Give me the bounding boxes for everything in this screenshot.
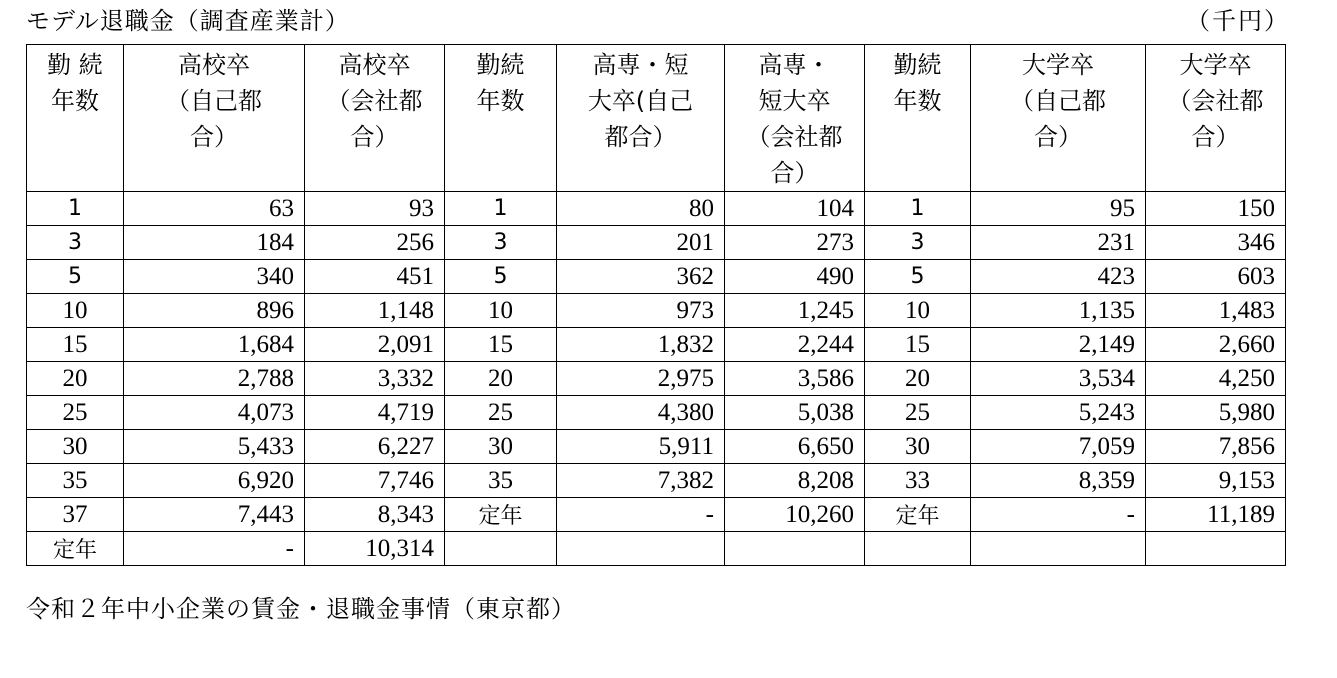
amount-cell: 5,038 [725,396,865,430]
years-cell: 15 [27,328,124,362]
table-body [27,192,1286,566]
amount-cell [725,532,865,566]
high-school-voluntary-header [124,45,305,192]
amount-cell: 150 [1146,192,1286,226]
amount-cell: 5,911 [557,430,725,464]
amount-cell: 10,314 [305,532,445,566]
amount-cell [1146,532,1286,566]
years-cell: 20 [865,362,971,396]
amount-cell: 104 [725,192,865,226]
amount-cell: 3,586 [725,362,865,396]
amount-cell: 95 [971,192,1146,226]
table-row [27,464,1286,498]
header-line: （自己都 [166,87,262,115]
amount-cell: 6,650 [725,430,865,464]
amount-cell: 5,243 [971,396,1146,430]
header-line: 年数 [51,87,99,115]
university-company-header [1146,45,1286,192]
header-line: 合） [770,159,819,187]
amount-cell: 231 [971,226,1146,260]
years-cell: 10 [865,294,971,328]
table-title: モデル退職金（調査産業計） [26,7,350,35]
amount-cell: 4,250 [1146,362,1286,396]
years-header-2 [445,45,557,192]
years-cell: 3 [865,226,971,260]
amount-cell: 256 [305,226,445,260]
amount-cell: 1,684 [124,328,305,362]
header-line: 高校卒 [178,51,250,79]
amount-cell: 4,380 [557,396,725,430]
amount-cell: 5,980 [1146,396,1286,430]
header-line: 合） [350,123,399,151]
table-row [27,328,1286,362]
college-voluntary-header [557,45,725,192]
amount-cell: 7,382 [557,464,725,498]
years-cell: 25 [445,396,557,430]
amount-cell: 1,832 [557,328,725,362]
header-line: 大学卒 [1022,51,1094,79]
amount-cell: 7,746 [305,464,445,498]
years-cell [445,532,557,566]
amount-cell: 1,245 [725,294,865,328]
amount-cell: 896 [124,294,305,328]
amount-cell: 80 [557,192,725,226]
amount-cell: 93 [305,192,445,226]
amount-cell: 63 [124,192,305,226]
header-line: 年数 [476,87,525,115]
table-row [27,362,1286,396]
amount-cell: 11,189 [1146,498,1286,532]
years-cell: 5 [445,260,557,294]
unit-label: （千円） [1186,7,1290,35]
amount-cell: 9,153 [1146,464,1286,498]
amount-cell: 3,332 [305,362,445,396]
header-line: 合） [190,123,238,151]
table-row [27,396,1286,430]
amount-cell: 1,135 [971,294,1146,328]
table-row [27,226,1286,260]
amount-cell: 2,091 [305,328,445,362]
amount-cell: 603 [1146,260,1286,294]
amount-cell: 273 [725,226,865,260]
years-cell: 10 [27,294,124,328]
amount-cell: 7,059 [971,430,1146,464]
amount-cell: 10,260 [725,498,865,532]
amount-cell: 2,975 [557,362,725,396]
amount-cell: 973 [557,294,725,328]
amount-cell: 8,359 [971,464,1146,498]
header-line: 大卒(自己 [587,87,694,115]
amount-cell [971,532,1146,566]
amount-cell: 490 [725,260,865,294]
amount-cell: 6,920 [124,464,305,498]
header-line: 短大卒 [758,87,831,115]
years-header-1 [27,45,124,192]
amount-cell: 2,660 [1146,328,1286,362]
amount-cell: 2,244 [725,328,865,362]
years-cell: 33 [865,464,971,498]
years-header-3 [865,45,971,192]
amount-cell: 6,227 [305,430,445,464]
amount-cell: 7,443 [124,498,305,532]
header-line: 合） [1034,123,1082,151]
amount-cell: 1,148 [305,294,445,328]
years-cell: 10 [445,294,557,328]
years-cell: 25 [27,396,124,430]
amount-cell: 2,788 [124,362,305,396]
amount-cell: 1,483 [1146,294,1286,328]
amount-cell: 4,073 [124,396,305,430]
years-cell: 30 [865,430,971,464]
years-cell: 1 [445,192,557,226]
amount-cell: - [557,498,725,532]
header-line: 高専・ [758,51,831,79]
amount-cell: - [124,532,305,566]
years-cell: 20 [445,362,557,396]
header-line: 合） [1191,123,1240,151]
header-line: 勤続 [893,51,942,79]
years-cell: 定年 [27,532,124,566]
years-cell: 37 [27,498,124,532]
years-cell: 30 [445,430,557,464]
retirement-allowance-table [26,44,1286,566]
amount-cell: 340 [124,260,305,294]
header-line: 勤 続 [47,51,103,79]
years-cell: 定年 [865,498,971,532]
amount-cell [557,532,725,566]
source-note: 令和２年中小企業の賃金・退職金事情（東京都） [26,595,576,623]
college-company-header [725,45,865,192]
header-line: 高校卒 [338,51,411,79]
header-line: 年数 [893,87,942,115]
amount-cell: 8,208 [725,464,865,498]
amount-cell: 8,343 [305,498,445,532]
header-line: （会社都 [1167,87,1264,115]
high-school-company-header [305,45,445,192]
years-cell: 3 [445,226,557,260]
amount-cell: - [971,498,1146,532]
years-cell: 35 [27,464,124,498]
header-line: 高専・短 [592,51,689,79]
years-cell: 25 [865,396,971,430]
header-line: （会社都 [326,87,423,115]
header-line: （会社都 [746,123,843,151]
years-cell: 30 [27,430,124,464]
years-cell: 1 [27,192,124,226]
table-row [27,498,1286,532]
years-cell: 5 [865,260,971,294]
amount-cell: 3,534 [971,362,1146,396]
years-cell: 15 [865,328,971,362]
amount-cell: 184 [124,226,305,260]
amount-cell: 7,856 [1146,430,1286,464]
years-cell: 35 [445,464,557,498]
table-row [27,260,1286,294]
amount-cell: 423 [971,260,1146,294]
amount-cell: 5,433 [124,430,305,464]
header-line: 勤続 [476,51,525,79]
amount-cell: 362 [557,260,725,294]
amount-cell: 201 [557,226,725,260]
header-line: （自己都 [1010,87,1106,115]
table-row [27,430,1286,464]
years-cell: 1 [865,192,971,226]
table-row [27,192,1286,226]
years-cell: 定年 [445,498,557,532]
amount-cell: 4,719 [305,396,445,430]
amount-cell: 2,149 [971,328,1146,362]
header-row [27,45,1286,192]
university-voluntary-header [971,45,1146,192]
amount-cell: 451 [305,260,445,294]
years-cell: 15 [445,328,557,362]
table-row [27,294,1286,328]
amount-cell: 346 [1146,226,1286,260]
years-cell: 20 [27,362,124,396]
header-line: 都合） [604,123,677,151]
years-cell [865,532,971,566]
table-row [27,532,1286,566]
header-line: 大学卒 [1179,51,1252,79]
years-cell: 3 [27,226,124,260]
years-cell: 5 [27,260,124,294]
